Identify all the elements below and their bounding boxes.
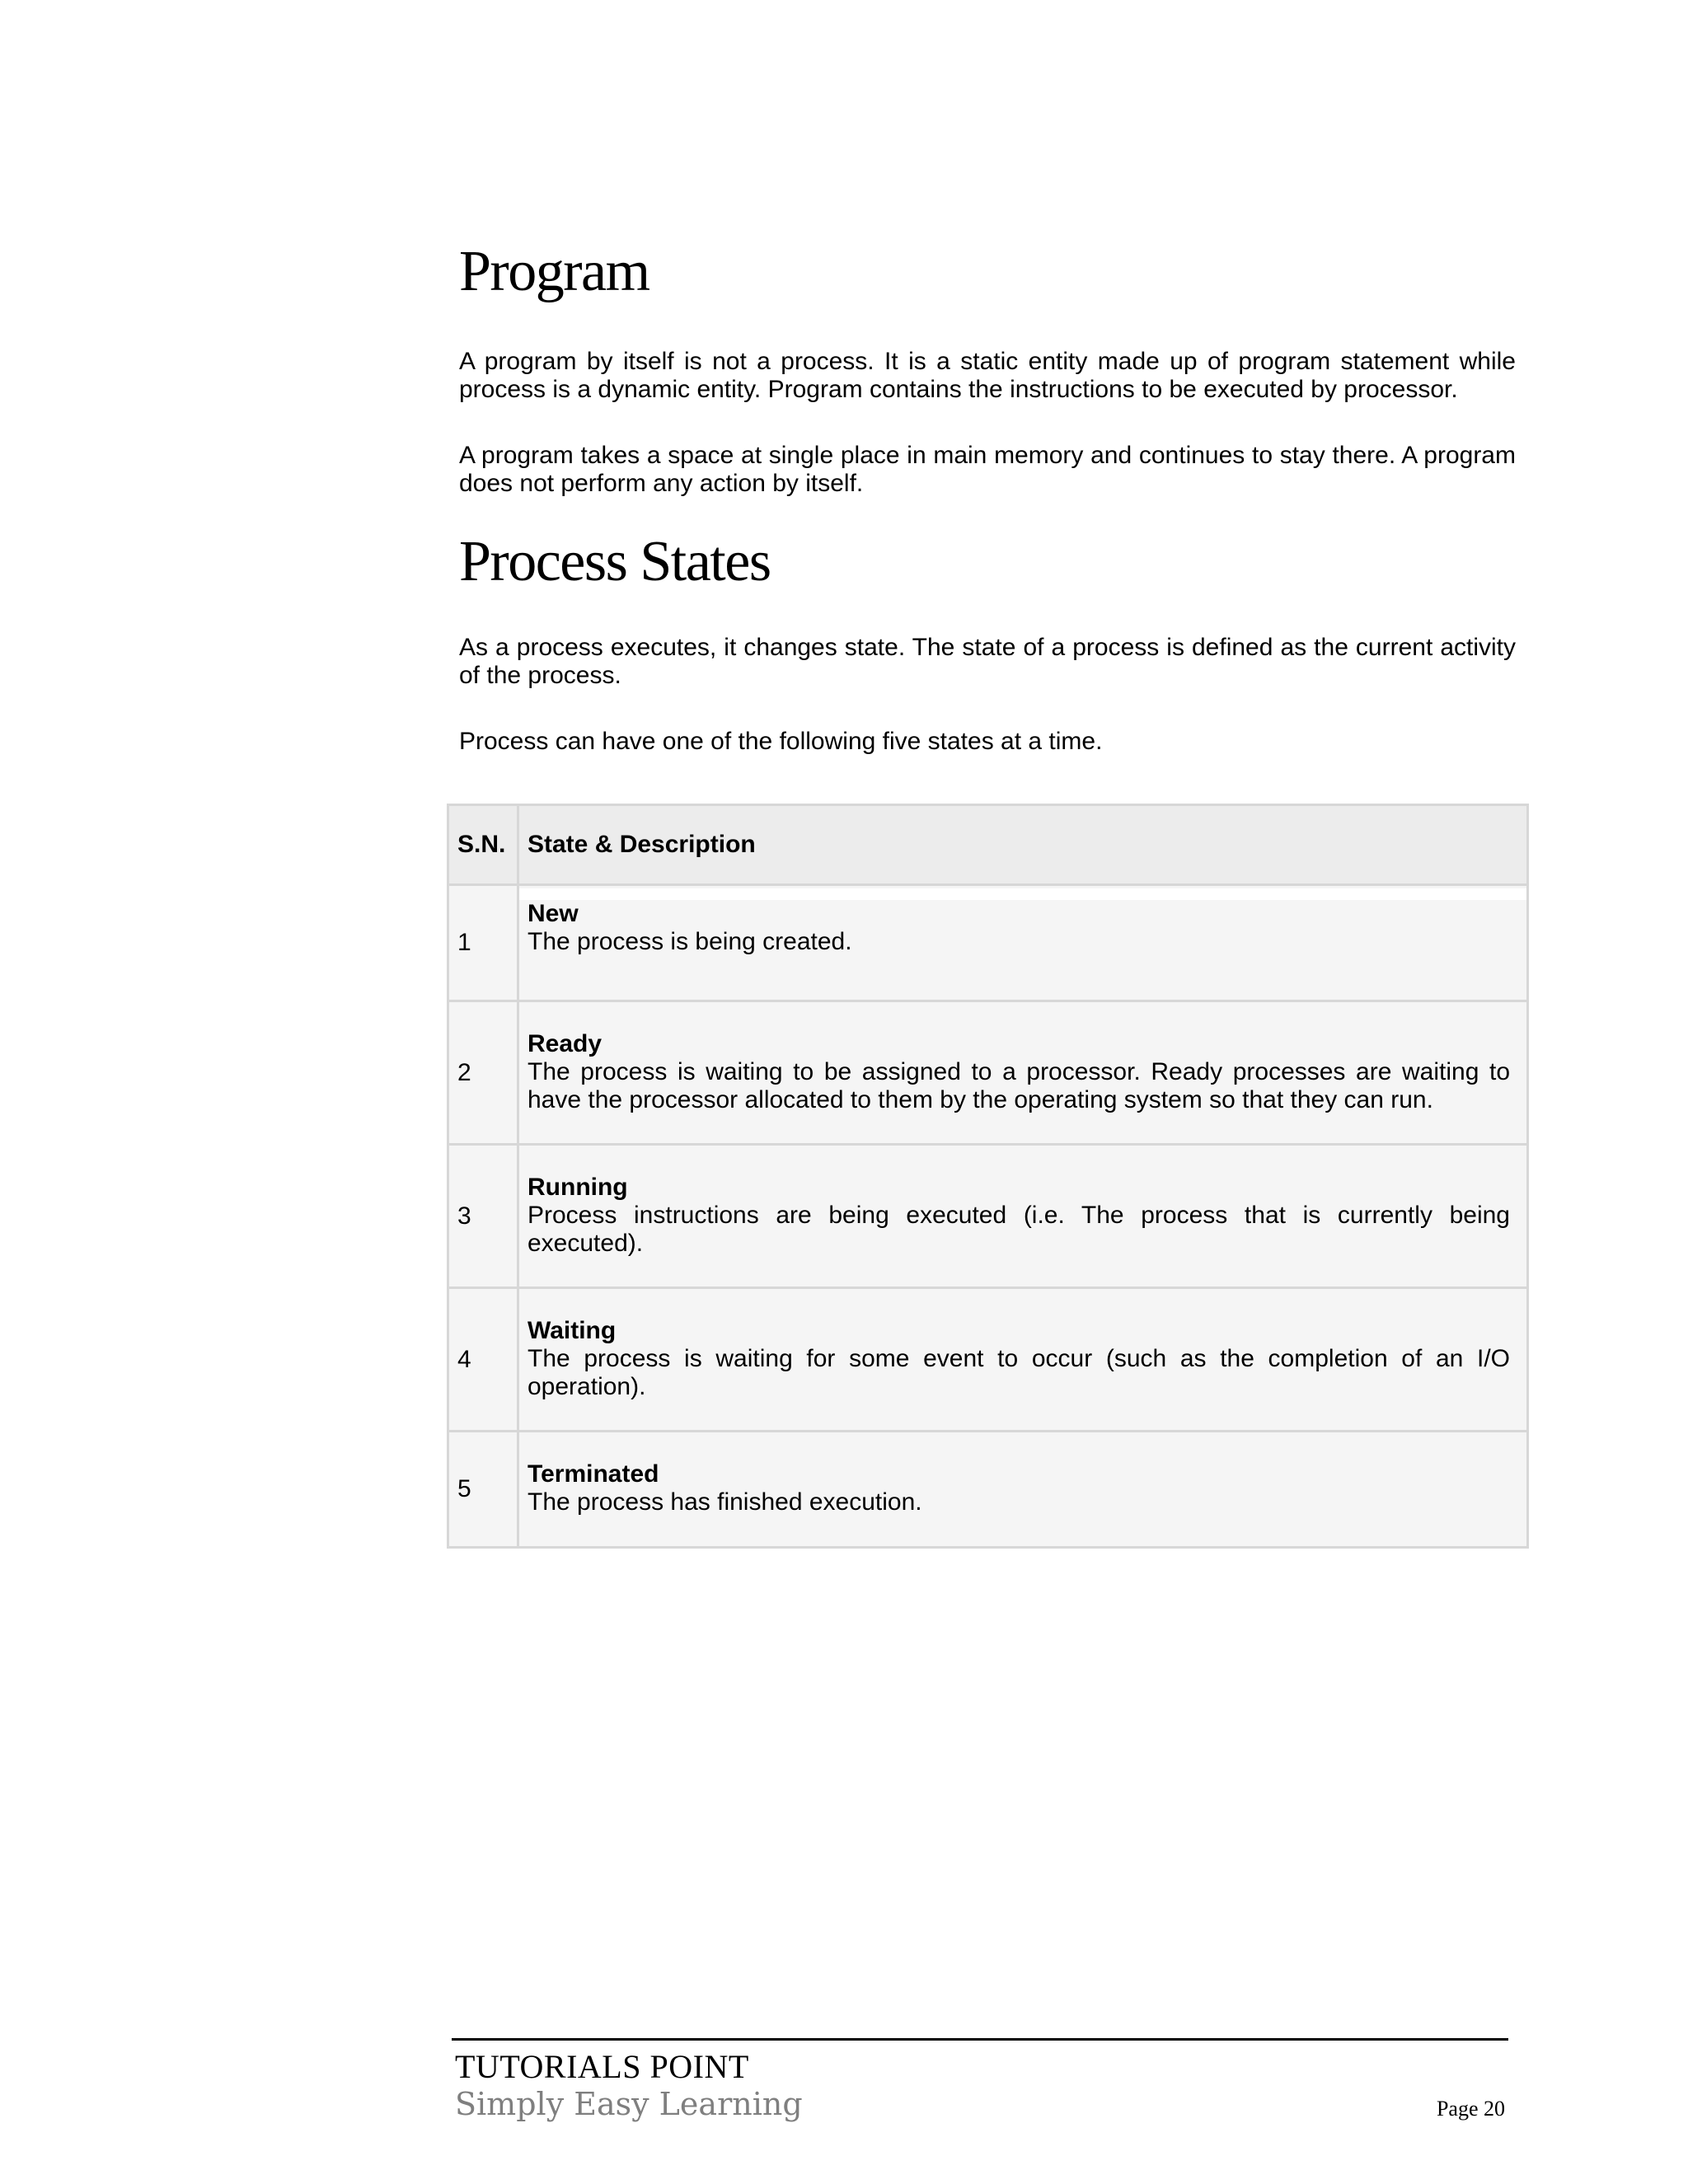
column-header-state-description: State & Description <box>518 805 1528 885</box>
section-heading-program: Program <box>459 240 649 303</box>
table-row <box>448 1288 1528 1432</box>
state-description: The process is waiting for some event to occur (such as the completion of an I/O operation). <box>528 1344 1510 1400</box>
footer-divider <box>452 2038 1508 2041</box>
row-sn: 2 <box>448 1001 518 1145</box>
table-row <box>448 1001 1528 1145</box>
row-state-description <box>518 885 1528 1001</box>
state-name: Running <box>528 1173 628 1201</box>
program-paragraph-1: A program by itself is not a process. It is a static entity made up of program statement while process is a dynamic entity. Program contains the instructions to be executed by processor. <box>459 348 1516 403</box>
state-description: The process is being created. <box>528 928 852 955</box>
column-header-sn: S.N. <box>448 805 518 885</box>
state-description: The process is waiting to be assigned to a processor. Ready processes are waiting to have the processor allocated to them by the operating system so that they can run. <box>528 1057 1510 1113</box>
footer-brand-title: TUTORIALS POINT <box>455 2048 749 2085</box>
row-state-description <box>518 1288 1528 1432</box>
table-row <box>448 885 1528 1001</box>
state-name: Ready <box>528 1029 603 1057</box>
row-spacer <box>528 956 1510 984</box>
program-paragraph-2: A program takes a space at single place in main memory and continues to stay there. A program does not perform any action by itself. <box>459 442 1516 497</box>
state-name: Terminated <box>528 1460 659 1488</box>
row-state-description <box>518 1145 1528 1288</box>
page-content <box>459 239 1516 756</box>
process-states-paragraph-1: As a process executes, it changes state. The state of a process is defined as the current activity of the process. <box>459 634 1516 689</box>
row-state-description <box>518 1001 1528 1145</box>
state-name: New <box>528 900 579 927</box>
page-number: Page 20 <box>1436 2097 1505 2121</box>
table-header-row <box>448 805 1528 885</box>
table-row <box>448 1145 1528 1288</box>
table-row <box>448 1432 1528 1548</box>
row-sn: 3 <box>448 1145 518 1288</box>
state-description: Process instructions are being executed (i.e. The process that is currently being executed). <box>528 1201 1510 1257</box>
state-name: Waiting <box>528 1316 617 1344</box>
process-states-table <box>447 804 1529 1549</box>
section-heading-process-states: Process States <box>459 530 771 593</box>
footer-tagline: Simply Easy Learning <box>455 2086 803 2122</box>
process-states-paragraph-2: Process can have one of the following five states at a time. <box>459 728 1103 755</box>
state-description: The process has finished execution. <box>528 1488 922 1516</box>
row-sn: 5 <box>448 1432 518 1548</box>
row-sn: 4 <box>448 1288 518 1432</box>
row-state-description <box>518 1432 1528 1548</box>
row-divider <box>519 888 1526 900</box>
row-sn: 1 <box>448 885 518 1001</box>
